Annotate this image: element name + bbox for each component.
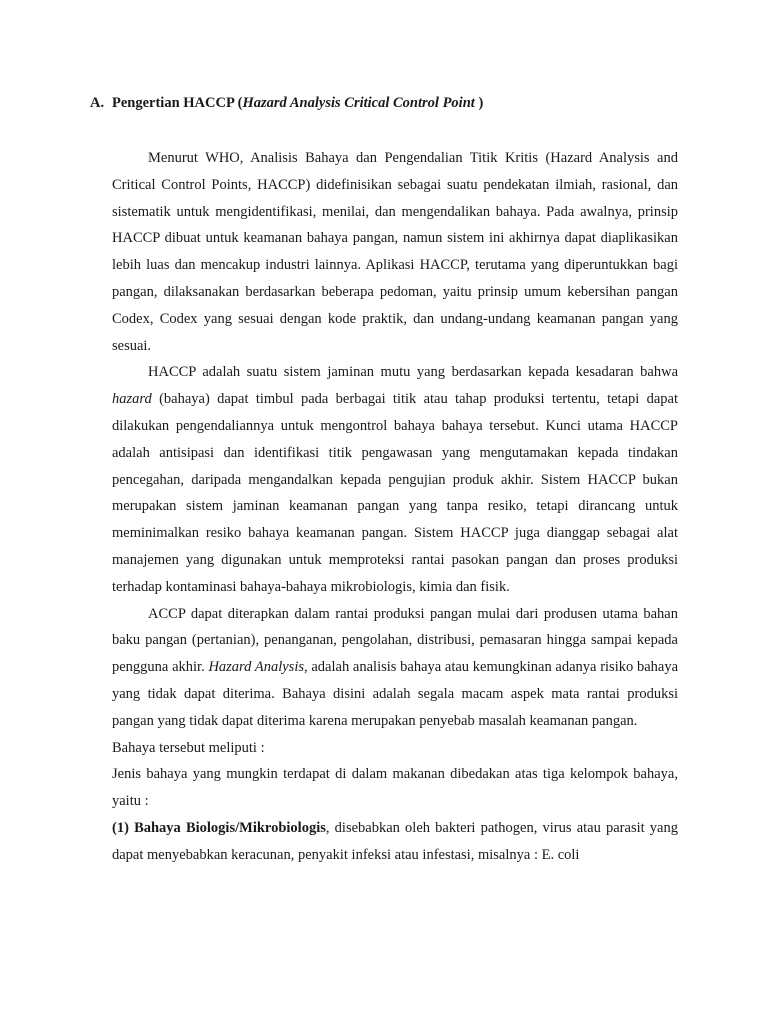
heading-prefix: Pengertian HACCP ( — [112, 95, 243, 111]
biological-hazard-description: , disebabkan oleh bakteri pathogen, virus atau parasit yang dapat menyebabkan keracunan, penyakit infeksi atau infestasi, misalnya : E. coli — [112, 819, 678, 863]
section-heading — [90, 94, 483, 112]
paragraph-hazards-include: Bahaya tersebut meliputi : — [112, 739, 265, 756]
paragraph-hazard-types: Jenis bahaya yang mungkin terdapat di dalam makanan dibedakan atas tiga kelompok bahaya, yaitu : — [112, 766, 678, 810]
hazard-analysis-term: Hazard Analysis — [208, 659, 305, 676]
paragraph-who-definition: Menurut WHO, Analisis Bahaya dan Pengendalian Titik Kritis (Hazard Analysis and Critical Control Points, HACCP) didefinisikan sebagai suatu pendekatan ilmiah, rasional, dan sistematik untuk mengidentifikasi, menilai, dan mengendalikan bahaya. Pada awalnya, prinsip HACCP dibuat untuk keamanan bahaya pangan, namun sistem ini akhirnya dapat diaplikasikan lebih luas dan mencakup industri lainnya. Aplikasi HACCP, terutama yang diperuntukkan bagi pangan, dilaksanakan berdasarkan beberapa pedoman, yaitu prinsip umum kebersihan pangan Codex, Codex yang sesuai dengan kode praktik, dan undang-undang keamanan pangan yang sesuai. — [112, 150, 678, 354]
paragraph-accp-application — [112, 601, 678, 735]
paragraph-haccp-system — [112, 359, 678, 600]
document-body — [112, 145, 678, 869]
biological-hazard-label: (1) Bahaya Biologis/Mikrobiologis — [112, 819, 326, 836]
heading-suffix: ) — [474, 95, 484, 111]
heading-italic-term: Hazard Analysis Critical Control Point — [242, 95, 475, 111]
section-number: A. — [90, 95, 105, 111]
paragraph-2-start: HACCP adalah suatu sistem jaminan mutu yang berdasarkan kepada kesadaran bahwa — [148, 364, 678, 381]
hazard-term: hazard — [112, 391, 152, 408]
paragraph-3-rest: , adalah analisis bahaya atau kemungkinan adanya risiko bahaya yang tidak dapat diterima. Bahaya disini adalah segala macam aspek mata rantai produksi pangan yang tidak dapat diterima karena merupakan penyebab masalah keamanan pangan. — [112, 659, 679, 729]
paragraph-3-start: ACCP dapat diterapkan dalam rantai produksi pangan mulai dari produsen utama bahan baku pangan (pertanian), penanganan, pengolahan, distribusi, pemasaran hingga sampai kepada pengguna akhir. — [112, 605, 678, 676]
paragraph-biological-hazard — [112, 815, 678, 869]
paragraph-2-rest: (bahaya) dapat timbul pada berbagai titik atau tahap produksi tertentu, tetapi dapat dilakukan pengendaliannya untuk mengontrol bahaya bahaya tersebut. Kunci utama HACCP adalah antisipasi dan identifikasi titik pengawasan yang mengutamakan kepada tindakan pencegahan, daripada mengandalkan kepada pengujian produk akhir. Sistem HACCP bukan merupakan sistem jaminan keamanan pangan yang tanpa resiko, tetapi dirancang untuk meminimalkan resiko bahaya keamanan pangan. Sistem HACCP juga dianggap sebagai alat manajemen yang digunakan untuk memproteksi rantai pasokan pangan dan proses produksi terhadap kontaminasi bahaya-bahaya mikrobiologis, kimia dan fisik. — [112, 391, 678, 595]
